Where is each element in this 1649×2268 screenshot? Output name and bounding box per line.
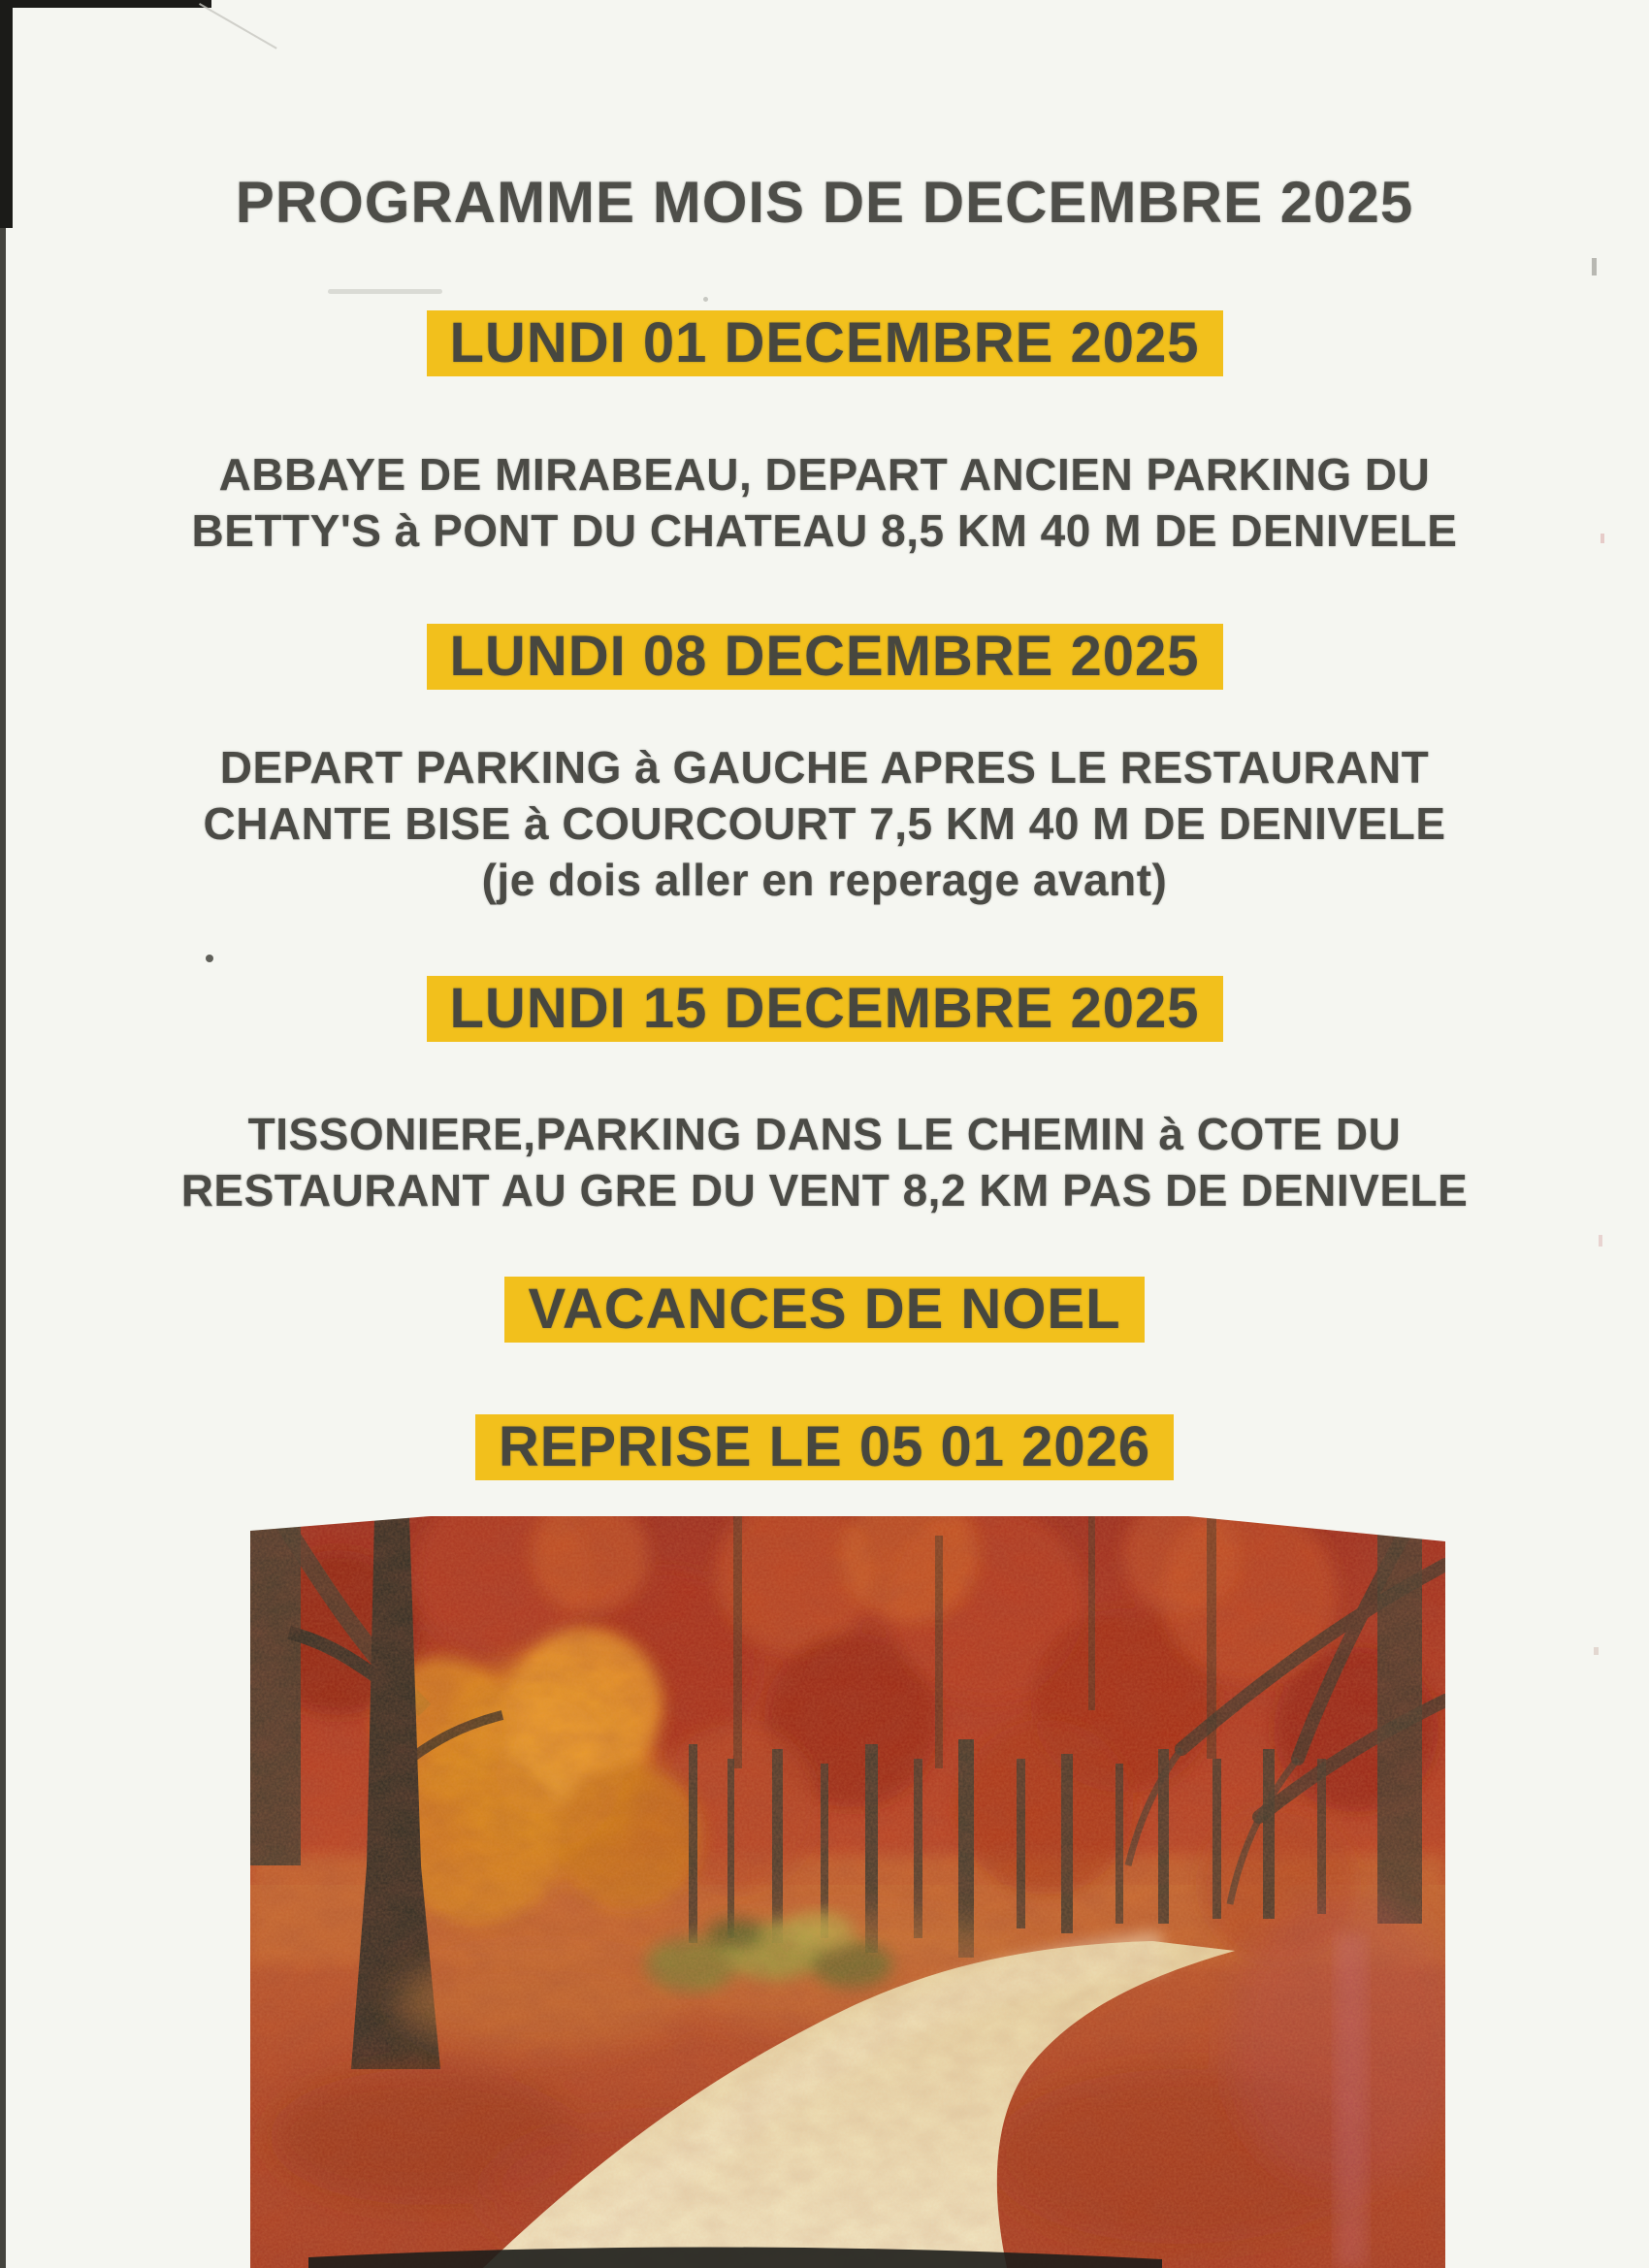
event-2-line-2: CHANTE BISE à COURCOURT 7,5 KM 40 M DE DENIVELE [203, 798, 1446, 849]
event-3-line-2: RESTAURANT AU GRE DU VENT 8,2 KM PAS DE DENIVELE [180, 1165, 1469, 1215]
event-1-date-banner: LUNDI 01 DECEMBRE 2025 [427, 310, 1223, 376]
scan-speck [1599, 1235, 1602, 1247]
event-2-note: (je dois aller en reperage avant) [481, 855, 1168, 905]
event-2-banner-row [0, 624, 1649, 690]
page-title: PROGRAMME MOIS DE DECEMBRE 2025 [235, 170, 1414, 235]
scan-top-edge-artifact [0, 0, 211, 8]
event-1-banner-row [0, 310, 1649, 376]
event-1-details [0, 446, 1649, 559]
scan-smudge [328, 289, 442, 294]
event-2-details [0, 739, 1649, 908]
event-1-line-2: BETTY'S à PONT DU CHATEAU 8,5 KM 40 M DE DENIVELE [191, 505, 1458, 556]
autumn-forest-photo [250, 1516, 1445, 2268]
event-3-details [0, 1106, 1649, 1218]
event-3-line-1: TISSONIERE,PARKING DANS LE CHEMIN à COTE DU [247, 1109, 1402, 1159]
scan-fold-crease [199, 3, 277, 49]
reprise-banner: REPRISE LE 05 01 2026 [475, 1414, 1174, 1480]
scan-speck [703, 297, 708, 302]
event-1-line-1: ABBAYE DE MIRABEAU, DEPART ANCIEN PARKING DU [218, 449, 1431, 500]
scan-speck [1600, 534, 1604, 543]
event-2-date-banner: LUNDI 08 DECEMBRE 2025 [427, 624, 1223, 690]
vacances-banner-row [0, 1277, 1649, 1343]
vacances-banner: VACANCES DE NOEL [504, 1277, 1144, 1343]
scan-speck [1594, 1647, 1599, 1655]
autumn-forest-illustration [250, 1516, 1445, 2268]
event-2-line-1: DEPART PARKING à GAUCHE APRES LE RESTAURANT [219, 742, 1430, 793]
scan-speck [206, 955, 213, 962]
reprise-banner-row [0, 1414, 1649, 1480]
scan-speck [1592, 258, 1597, 275]
event-3-banner-row [0, 976, 1649, 1042]
event-3-date-banner: LUNDI 15 DECEMBRE 2025 [427, 976, 1223, 1042]
